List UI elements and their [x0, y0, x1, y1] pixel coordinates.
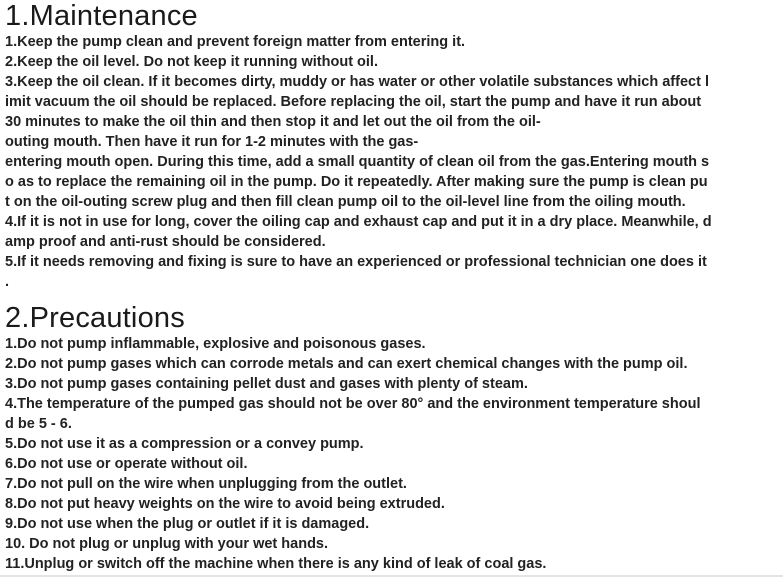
maintenance-line: imit vacuum the oil should be replaced. Before replacing the oil, start the pump and have it run about: [5, 94, 702, 110]
maintenance-line: 30 minutes to make the oil thin and then stop it and let out the oil from the oil-: [5, 114, 541, 130]
precautions-line: 9.Do not use when the plug or outlet if it is damaged.: [5, 516, 370, 532]
precautions-line: 11.Unplug or switch off the machine when there is any kind of leak of coal gas.: [5, 556, 547, 572]
precautions-line: 8.Do not put heavy weights on the wire to avoid being extruded.: [5, 496, 445, 512]
precautions-line: 4.The temperature of the pumped gas should not be over 80° and the environment temperature shoul: [5, 396, 701, 412]
document-page: [5, 0, 777, 574]
maintenance-heading: 1.Maintenance: [5, 0, 198, 32]
maintenance-line: outing mouth. Then have it run for 1-2 minutes with the gas-: [5, 134, 419, 150]
maintenance-line: o as to replace the remaining oil in the pump. Do it repeatedly. After making sure the pump is clean pu: [5, 174, 708, 190]
precautions-line: 7.Do not pull on the wire when unplugging from the outlet.: [5, 476, 407, 492]
maintenance-line: 3.Keep the oil clean. If it becomes dirty, muddy or has water or other volatile substances which affect l: [5, 74, 709, 90]
maintenance-line: 2.Keep the oil level. Do not keep it running without oil.: [5, 54, 378, 70]
precautions-line: 3.Do not pump gases containing pellet dust and gases with plenty of steam.: [5, 376, 528, 392]
precautions-line: 5.Do not use it as a compression or a convey pump.: [5, 436, 364, 452]
precautions-line: 6.Do not use or operate without oil.: [5, 456, 248, 472]
maintenance-line: t on the oil-outing screw plug and then fill clean pump oil to the oil-level line from the oiling mouth.: [5, 194, 686, 210]
precautions-line: 10. Do not plug or unplug with your wet hands.: [5, 536, 329, 552]
maintenance-line: .: [5, 274, 10, 290]
precautions-line: 2.Do not pump gases which can corrode metals and can exert chemical changes with the pump oil.: [5, 356, 688, 372]
maintenance-line: entering mouth open. During this time, add a small quantity of clean oil from the gas.Entering mouth s: [5, 154, 710, 170]
maintenance-list: [5, 32, 777, 292]
maintenance-section: [5, 0, 777, 292]
precautions-heading: 2.Precautions: [5, 302, 185, 334]
maintenance-line: 1.Keep the pump clean and prevent foreign matter from entering it.: [5, 34, 466, 50]
maintenance-line: 5.If it needs removing and fixing is sure to have an experienced or professional technician one does it: [5, 254, 707, 270]
precautions-line: 1.Do not pump inflammable, explosive and poisonous gases.: [5, 336, 426, 352]
precautions-line: d be 5 - 6.: [5, 416, 72, 432]
precautions-section: [5, 302, 777, 574]
maintenance-line: 4.If it is not in use for long, cover the oiling cap and exhaust cap and put it in a dry place. Meanwhile, d: [5, 214, 712, 230]
precautions-list: [5, 334, 777, 574]
maintenance-line: amp proof and anti-rust should be considered.: [5, 234, 326, 250]
